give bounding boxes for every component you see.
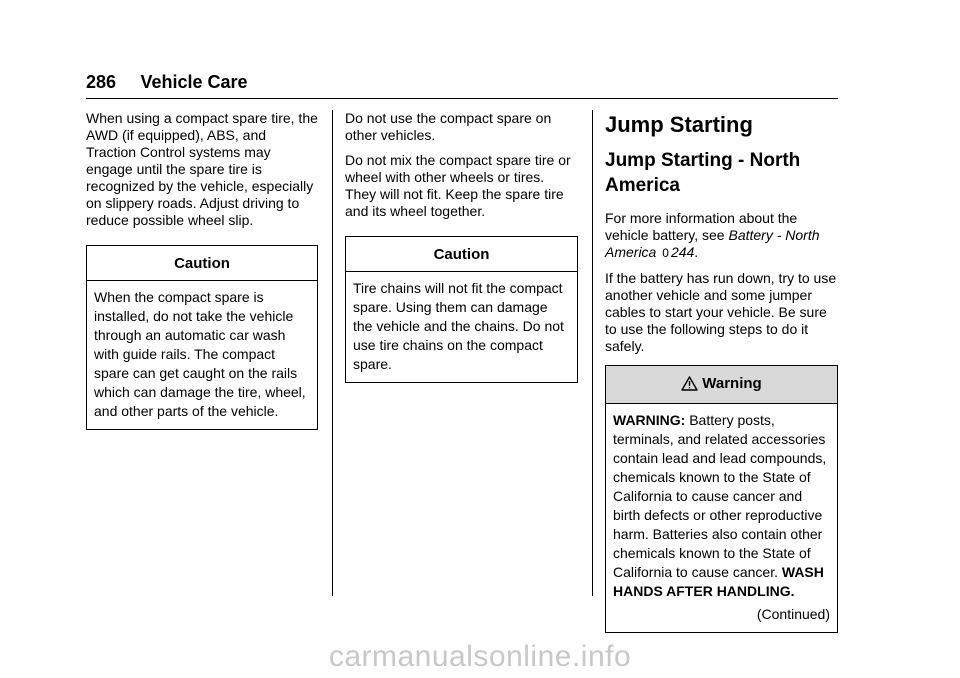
battery-link[interactable]: Battery - North America	[605, 227, 820, 260]
battery-run-down-para: If the battery has run down, try to use another vehicle and some jumper cables to start your vehicle. Be sure to use the following steps to do it safely.	[605, 270, 837, 354]
sentence-end: .	[694, 244, 699, 260]
warning-box	[605, 365, 838, 633]
header-rule	[86, 98, 838, 99]
page-number: 286	[86, 72, 117, 92]
caution-body: When the compact spare is installed, do not take the vehicle through an automatic car wash with guide rails. The compact spare can get caught on the rails which can damage the tire, wheel, and other parts of the vehicle.	[94, 289, 306, 419]
page-header	[86, 72, 838, 93]
page-ref-icon: 0	[662, 246, 669, 260]
caution-box-tire-chains	[345, 236, 578, 383]
caution-title: Caution	[87, 246, 317, 281]
spare-mix-para: Do not mix the compact spare tire or wheel with other wheels or tires. They will not fit. Keep the spare tire and its wheel together.	[345, 152, 571, 219]
spare-tire-intro: When using a compact spare tire, the AWD (if equipped), ABS, and Traction Control systems may engage until the spare tire is recognized by the vehicle, especially on slippery roads. Adjust driving to reduce possible wheel slip.	[86, 110, 318, 228]
warning-emphasis: WASH HANDS AFTER HANDLING.	[613, 564, 824, 599]
battery-info-text: For more information about the vehicle battery, see	[605, 210, 798, 243]
watermark: carmanualsonline.info	[328, 640, 632, 673]
section-title: Vehicle Care	[140, 72, 248, 92]
caution-body: Tire chains will not fit the compact spare. Using them can damage the vehicle and the chains. Do not use tire chains on the compact spare.	[353, 280, 564, 372]
column-divider-2	[592, 110, 593, 596]
warning-header	[606, 366, 837, 404]
warning-label: WARNING:	[613, 412, 686, 428]
column-1	[86, 110, 318, 430]
heading-jump-starting: Jump Starting	[605, 112, 753, 137]
caution-title: Caution	[346, 237, 577, 272]
caution-box-car-wash	[86, 245, 318, 430]
column-divider-1	[332, 110, 333, 596]
battery-info-para	[605, 210, 838, 262]
warning-body	[606, 404, 837, 632]
heading-jump-starting-na: Jump Starting - North America	[605, 150, 801, 196]
column-3	[605, 110, 838, 633]
battery-page-ref[interactable]: 244	[670, 244, 695, 260]
warning-text: Battery posts, terminals, and related accessories contain lead and lead compounds, chemicals known to the State of California to cause cancer and birth defects or other reproductive harm. Batteries also contain other chemicals known to the State of California to cause cancer.	[613, 412, 827, 580]
warning-triangle-icon	[681, 376, 698, 395]
continued-label: (Continued)	[756, 606, 830, 622]
column-2	[345, 110, 578, 383]
spare-other-vehicles-para: Do not use the compact spare on other vehicles.	[345, 110, 552, 143]
warning-title: Warning	[702, 375, 762, 392]
